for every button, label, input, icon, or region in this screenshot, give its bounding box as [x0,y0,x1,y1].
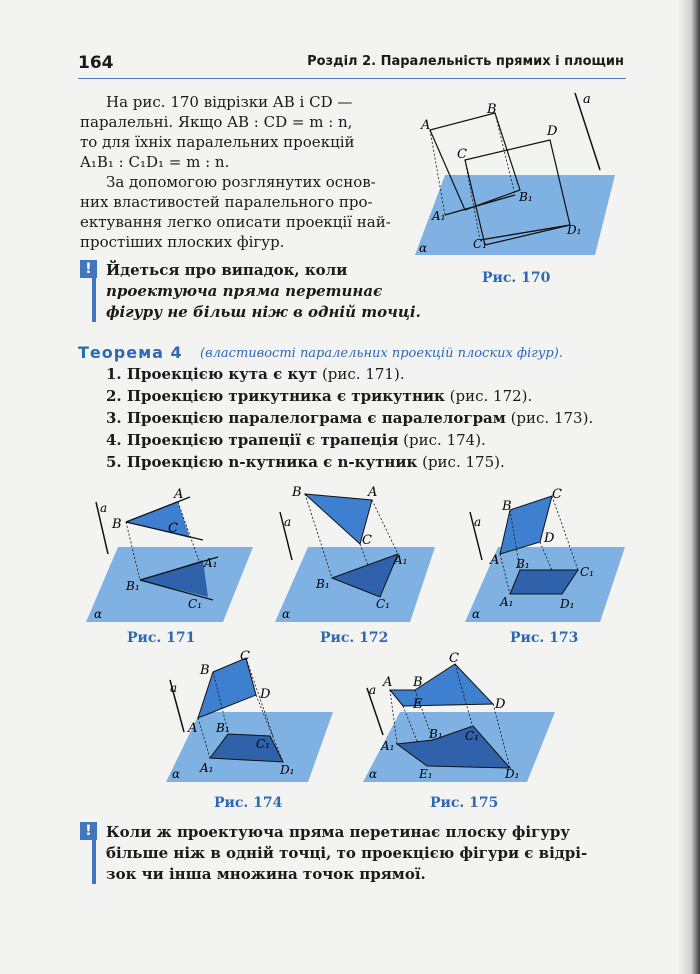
item-ref: (рис. 171). [317,365,405,383]
label-A: A [188,721,198,736]
label-D: D [547,124,558,139]
label-D1: D₁ [280,763,295,777]
note1-line1: Йдеться про випадок, коли [106,261,348,279]
note2-line2: більше ніж в одній точці, то проекцією фігури є відрі- [106,844,588,862]
label-D1: D₁ [505,767,520,781]
note1-line3-wrap [106,302,421,323]
label-C1: C₁ [256,737,270,751]
intro-line: За допомогою розглянутих основ- [106,173,376,191]
intro-line: ектування легко описати проекції най- [80,213,391,231]
caption-fig175: Рис. 175 [430,795,499,811]
note-bar [92,278,96,322]
label-A1: A₁ [432,209,446,223]
label-alpha: α [369,767,378,781]
caption-fig172: Рис. 172 [320,630,389,646]
label-A1: A₁ [200,761,214,775]
label-A: A [383,675,393,690]
label-D: D [544,531,555,546]
label-C: C [362,533,372,548]
note1-line3: фігуру не більш ніж в одній точці. [106,303,421,321]
intro-line: простіших плоских фігур. [80,233,285,251]
note-bar [92,840,96,884]
theorem-item [106,408,593,428]
figure-170 [405,85,620,270]
note1-line2: проектуюча пряма перетинає [106,282,383,300]
page-edge-shadow [678,0,700,974]
label-a: a [369,683,377,697]
intro-line: A₁B₁ : C₁D₁ = m : n. [80,153,230,171]
item-text: 2. Проекцією трикутника є трикутник [106,387,445,405]
label-a: a [100,501,108,515]
theorem-heading: Теорема 4 [78,343,183,362]
label-A: A [368,485,378,500]
label-B: B [487,102,497,117]
label-C1: C₁ [376,597,390,611]
theorem-item [106,430,486,450]
label-A: A [490,553,500,568]
label-B: B [413,675,423,690]
label-B1: B₁ [316,577,330,591]
label-a: a [284,515,292,529]
intro-line: то для їхніх паралельних проекцій [80,133,355,151]
label-B1: B₁ [516,557,530,571]
note-mark: ! [80,822,97,840]
label-A1: A₁ [500,595,514,609]
label-B: B [502,499,512,514]
label-C: C [449,651,459,666]
label-alpha: α [94,607,103,621]
chapter-title: Розділ 2. Паралельність прямих і площин [307,54,624,69]
label-D1: D₁ [560,597,575,611]
label-D: D [260,687,271,702]
label-B: B [112,517,122,532]
label-D: D [495,697,506,712]
polygon-abcde [390,664,493,706]
label-A1: A₁ [381,739,395,753]
label-D1: D₁ [567,223,582,237]
item-text: 5. Проекцією n-кутника є n-кутник [106,453,418,471]
caption-fig174: Рис. 174 [214,795,283,811]
label-C: C [457,147,467,162]
item-ref: (рис. 174). [398,431,486,449]
item-ref: (рис. 173). [505,409,594,427]
label-B: B [200,663,210,678]
label-B1: B₁ [126,579,140,593]
intro-line: них властивостей паралельного про- [80,193,373,211]
label-a: a [170,681,178,695]
label-C: C [240,650,250,664]
label-A: A [174,487,184,502]
caption-fig173: Рис. 173 [510,630,579,646]
theorem-subtitle: (властивості паралельних проекцій плоских фігур). [200,346,563,361]
figure-175 [355,650,560,790]
intro-line: На рис. 170 відрізки AB і CD — [106,93,353,111]
item-text: 1. Проекцією кута є кут [106,365,318,383]
page-number: 164 [78,53,114,73]
label-C1: C₁ [188,597,202,611]
intro-line: паралельні. Якщо AB : CD = m : n, [80,113,353,131]
label-C1: C₁ [473,237,487,251]
label-C1: C₁ [580,565,594,579]
angle-region [126,502,190,538]
label-A1: A₁ [394,553,408,567]
label-alpha: α [472,607,481,621]
label-E1: E₁ [419,767,433,781]
note1-line2-wrap [106,281,382,302]
label-B: B [292,485,302,500]
caption-fig171: Рис. 171 [127,630,196,646]
label-B1: B₁ [429,727,443,741]
note2-line3: зок чи інша множина точок прямої. [106,865,426,883]
label-B1: B₁ [216,721,230,735]
note2-line1: Коли ж проектуюча пряма перетинає плоску фігуру [106,823,570,841]
figure-174 [158,650,338,790]
label-a: a [474,515,482,529]
label-B1: B₁ [519,190,533,204]
note-mark: ! [80,260,97,278]
item-ref: (рис. 175). [417,453,505,471]
item-text: 4. Проекцією трапеції є трапеція [106,431,399,449]
label-C: C [168,521,178,536]
proj-line [372,500,398,554]
theorem-item [106,386,532,406]
figure-171 [78,482,258,627]
label-alpha: α [419,241,428,255]
label-alpha: α [282,607,291,621]
label-alpha: α [172,767,181,781]
label-C1: C₁ [465,729,479,743]
caption-fig170: Рис. 170 [482,270,551,286]
item-ref: (рис. 172). [444,387,533,405]
figure-173 [460,482,630,627]
label-A: A [421,118,431,133]
label-C: C [552,487,562,502]
label-A1: A₁ [204,556,218,570]
theorem-item [106,364,405,384]
item-text: 3. Проекцією паралелограма є паралелограм [106,409,506,427]
label-a: a [583,92,591,107]
label-E: E [413,697,423,712]
figure-172 [270,482,440,627]
theorem-item [106,452,505,472]
page-header [78,50,626,79]
